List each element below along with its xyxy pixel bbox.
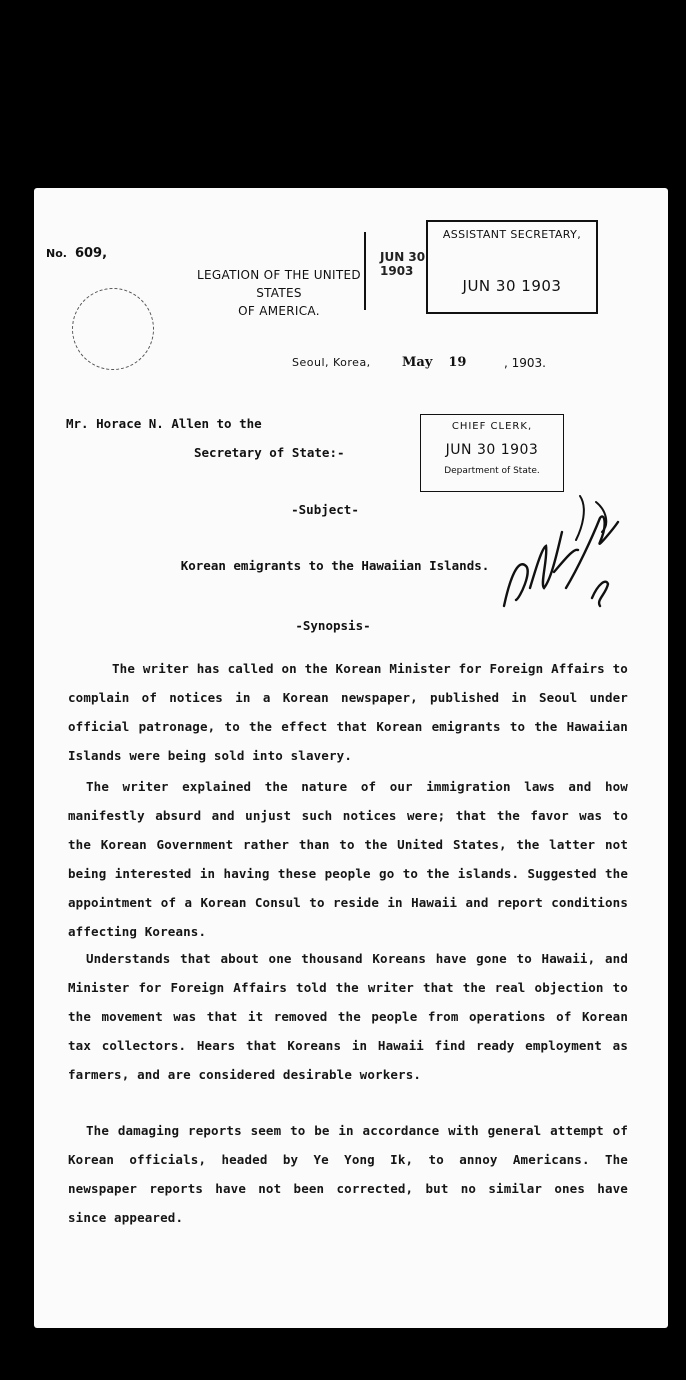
date-month: May [402, 355, 433, 370]
sender-line: Mr. Horace N. Allen to the [66, 416, 262, 431]
synopsis-paragraph-3: Understands that about one thousand Koreans have gone to Hawaii, and Minister for Foreign Affairs told the writer that the real objection to the movement was that it removed the people from operations of Korean tax collectors. Hears that Koreans in Hawaii find ready employment as farmers, and are considered desirable workers. [68, 951, 628, 1082]
place-line: Seoul, Korea, [292, 356, 371, 369]
synopsis-heading: -Synopsis- [295, 618, 371, 633]
document-page [34, 188, 668, 1328]
chief-clerk-date: JUN 30 1903 [445, 442, 539, 458]
assistant-secretary-date: JUN 30 1903 [462, 277, 562, 295]
recipient-line: Secretary of State:- [194, 445, 345, 460]
handwritten-annotation [496, 488, 626, 618]
division-stamp-date: JUN 30 1903 [380, 250, 426, 278]
date-year: , 1903. [504, 356, 546, 370]
chief-clerk-stamp [420, 414, 564, 492]
date-line [402, 355, 466, 370]
legation-line-1: LEGATION OF THE UNITED STATES [197, 268, 361, 300]
chief-clerk-title: CHIEF CLERK, [451, 421, 533, 432]
synopsis-paragraph-4: The damaging reports seem to be in accordance with general attempt of Korean officials, headed by Ye Yong Ik, to annoy Americans. The newspaper reports have not been corrected, but no similar ones have since appeared. [68, 1123, 628, 1225]
subject-heading: -Subject- [291, 502, 359, 517]
dispatch-number-label: No. [46, 247, 67, 260]
received-seal [64, 280, 161, 377]
chief-clerk-department: Department of State. [444, 466, 540, 476]
assistant-secretary-stamp [426, 220, 598, 314]
synopsis-paragraph-2: The writer explained the nature of our immigration laws and how manifestly absurd and unjust such notices were; that the favor was to the Korean Government rather than to the United States, the latter not being interested in having these people go to the islands. Suggested the appointment of a Korean Consul to reside in Hawaii and report conditions affecting Koreans. [68, 779, 628, 939]
dispatch-number [46, 246, 107, 261]
division-stamp [364, 232, 426, 310]
synopsis-paragraph-1: The writer has called on the Korean Minister for Foreign Affairs to complain of notices in a Korean newspaper, published in Seoul under official patronage, to the effect that Korean emigrants to the Hawaiian Islands were being sold into slavery. [68, 661, 628, 763]
date-day: 19 [448, 355, 467, 370]
subject-text: Korean emigrants to the Hawaiian Islands. [180, 558, 490, 573]
legation-heading [174, 266, 384, 320]
legation-line-2: OF AMERICA. [238, 304, 320, 318]
dispatch-number-value: 609, [74, 246, 108, 261]
assistant-secretary-title: ASSISTANT SECRETARY, [442, 228, 582, 241]
